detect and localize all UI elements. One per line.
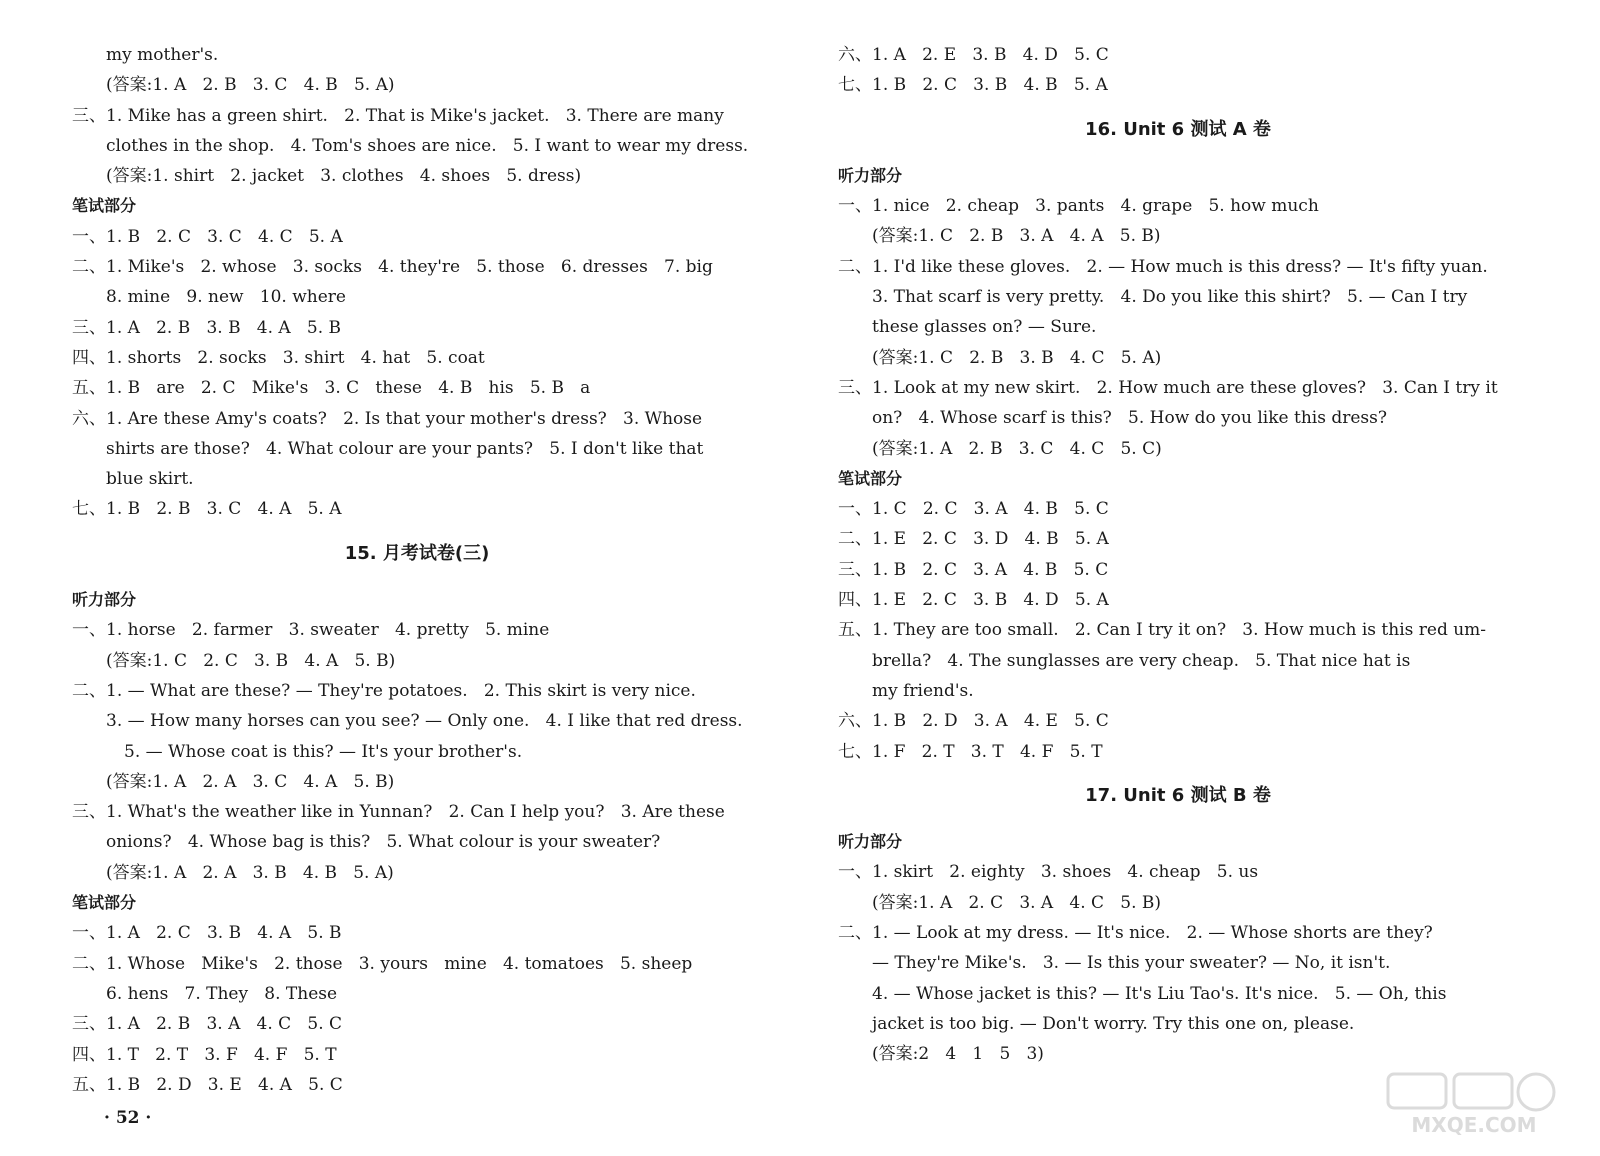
answer-line: (答案:1. C 2. B 3. A 4. A 5. B) (872, 226, 1161, 247)
page-number: · 52 · (104, 1108, 152, 1128)
answer-line: shirts are those? 4. What colour are your pants? 5. I don't like that (106, 438, 704, 459)
answer-line: 六、1. Are these Amy's coats? 2. Is that your mother's dress? 3. Whose (72, 408, 703, 429)
answer-line: 二、1. E 2. C 3. D 4. B 5. A (838, 529, 1109, 550)
answer-line: my mother's. (106, 45, 219, 65)
answer-line: (答案:1. shirt 2. jacket 3. clothes 4. shoes 5. dress) (106, 166, 582, 187)
answer-line: 三、1. B 2. C 3. A 4. B 5. C (838, 559, 1109, 580)
answer-line: 一、1. skirt 2. eighty 3. shoes 4. cheap 5. us (838, 862, 1259, 883)
answer-line: 二、1. Whose Mike's 2. those 3. yours mine 4. tomatoes 5. sheep (72, 953, 693, 974)
answer-line: 5. — Whose coat is this? — It's your brother's. (124, 741, 523, 762)
answer-line: (答案:1. C 2. C 3. B 4. A 5. B) (106, 650, 396, 671)
section-label: 听力部分 (72, 590, 137, 610)
answer-line: 三、1. Look at my new skirt. 2. How much are these gloves? 3. Can I try it (838, 377, 1498, 398)
answer-line: 六、1. A 2. E 3. B 4. D 5. C (838, 45, 1109, 65)
answer-line: 四、1. shorts 2. socks 3. shirt 4. hat 5. coat (72, 347, 485, 368)
answer-line: 三、1. A 2. B 3. B 4. A 5. B (72, 317, 341, 338)
answer-line: 六、1. B 2. D 3. A 4. E 5. C (838, 711, 1109, 732)
section-label: 笔试部分 (838, 468, 903, 488)
section-title: 16. Unit 6 测试 A 卷 (1085, 118, 1271, 140)
answer-line: 七、1. B 2. C 3. B 4. B 5. A (838, 75, 1108, 96)
answer-line: these glasses on? — Sure. (872, 317, 1097, 338)
section-label: 笔试部分 (72, 893, 137, 913)
answer-line: (答案:1. A 2. A 3. B 4. B 5. A) (106, 862, 394, 883)
section-label: 听力部分 (838, 832, 903, 852)
answer-line: 三、1. Mike has a green shirt. 2. That is Mike's jacket. 3. There are many (72, 105, 724, 126)
watermark-logo (1384, 1068, 1564, 1138)
answer-line: clothes in the shop. 4. Tom's shoes are nice. 5. I want to wear my dress. (106, 135, 749, 156)
right-column (838, 40, 1518, 1070)
answer-line: 8. mine 9. new 10. where (106, 287, 346, 308)
answer-line: 七、1. B 2. B 3. C 4. A 5. A (72, 499, 342, 520)
answer-line: 一、1. horse 2. farmer 3. sweater 4. pretty 5. mine (72, 620, 550, 641)
answer-line: blue skirt. (106, 469, 194, 490)
section-title: 15. 月考试卷(三) (344, 542, 490, 564)
answer-line: 3. — How many horses can you see? — Only one. 4. I like that red dress. (106, 711, 743, 732)
section-label: 听力部分 (838, 165, 903, 185)
answer-line: — They're Mike's. 3. — Is this your sweater? — No, it isn't. (872, 953, 1391, 974)
answer-line: 4. — Whose jacket is this? — It's Liu Tao's. It's nice. 5. — Oh, this (872, 983, 1447, 1004)
answer-line: 四、1. T 2. T 3. F 4. F 5. T (72, 1044, 337, 1065)
answer-line: 一、1. B 2. C 3. C 4. C 5. A (72, 226, 343, 247)
answer-line: 6. hens 7. They 8. These (106, 983, 338, 1004)
answer-line: 二、1. — Look at my dress. — It's nice. 2. — Whose shorts are they? (838, 923, 1433, 944)
watermark-text: MXQE.COM (1411, 1113, 1537, 1137)
answer-line: 一、1. C 2. C 3. A 4. B 5. C (838, 499, 1109, 520)
answer-line: 二、1. Mike's 2. whose 3. socks 4. they're 5. those 6. dresses 7. big (72, 257, 713, 278)
answer-line: (答案:1. C 2. B 3. B 4. C 5. A) (872, 347, 1162, 368)
answer-line: brella? 4. The sunglasses are very cheap. 5. That nice hat is (872, 650, 1411, 671)
answer-line: 五、1. B 2. D 3. E 4. A 5. C (72, 1074, 343, 1095)
answer-line: jacket is too big. — Don't worry. Try this one on, please. (872, 1013, 1355, 1034)
answer-line: 一、1. nice 2. cheap 3. pants 4. grape 5. how much (838, 196, 1319, 217)
answer-line: on? 4. Whose scarf is this? 5. How do you like this dress? (872, 408, 1387, 429)
answer-line: 3. That scarf is very pretty. 4. Do you like this shirt? 5. — Can I try (872, 287, 1468, 308)
answer-line: 三、1. A 2. B 3. A 4. C 5. C (72, 1014, 343, 1035)
answer-line: 二、1. — What are these? — They're potatoes. 2. This skirt is very nice. (72, 680, 696, 701)
answer-line: 一、1. A 2. C 3. B 4. A 5. B (72, 923, 342, 944)
answer-line: 三、1. What's the weather like in Yunnan? 2. Can I help you? 3. Are these (72, 802, 725, 823)
left-column (72, 40, 762, 1100)
section-title: 17. Unit 6 测试 B 卷 (1085, 784, 1271, 806)
answer-line: (答案:1. A 2. B 3. C 4. B 5. A) (106, 75, 395, 96)
answer-line: onions? 4. Whose bag is this? 5. What colour is your sweater? (106, 832, 661, 853)
answer-line: (答案:1. A 2. A 3. C 4. A 5. B) (106, 771, 395, 792)
answer-line: 四、1. E 2. C 3. B 4. D 5. A (838, 590, 1109, 611)
section-label: 笔试部分 (72, 196, 137, 216)
answer-line: (答案:1. A 2. B 3. C 4. C 5. C) (872, 438, 1162, 459)
answer-line: 二、1. I'd like these gloves. 2. — How much is this dress? — It's fifty yuan. (838, 256, 1488, 277)
answer-line: 七、1. F 2. T 3. T 4. F 5. T (838, 741, 1103, 762)
answer-line: (答案:1. A 2. C 3. A 4. C 5. B) (872, 892, 1162, 913)
answer-line: my friend's. (872, 680, 974, 701)
answer-line: 五、1. They are too small. 2. Can I try it on? 3. How much is this red um- (838, 620, 1487, 641)
answer-line: 五、1. B are 2. C Mike's 3. C these 4. B his 5. B a (72, 378, 591, 399)
answer-line: (答案:2 4 1 5 3) (872, 1044, 1044, 1065)
